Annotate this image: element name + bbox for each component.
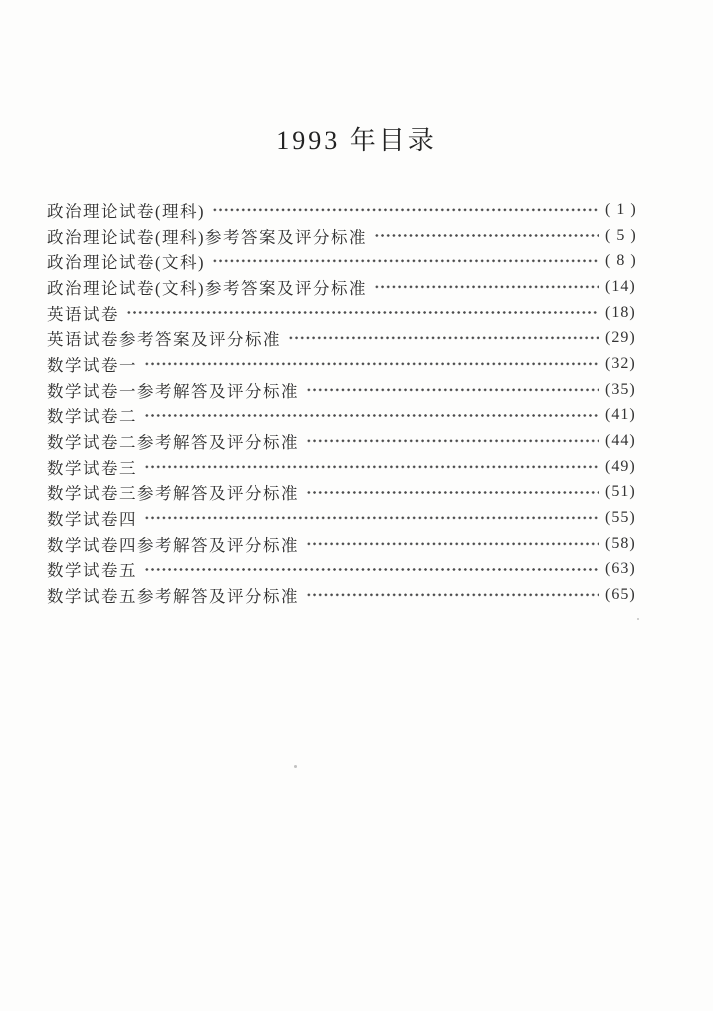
toc-entry-page: (65): [605, 586, 636, 604]
toc-entry-label: 数学试卷三参考解答及评分标准: [47, 484, 299, 504]
toc-entry: [47, 300, 655, 326]
toc-entry: [47, 531, 655, 557]
toc-entry: [47, 197, 655, 223]
dot-leader: [212, 248, 599, 274]
dot-leader: [144, 505, 599, 531]
scan-artifact-dot: [294, 765, 297, 768]
dot-leader: [374, 274, 599, 300]
toc-entry-label: 英语试卷: [47, 304, 119, 324]
dot-leader: [144, 351, 599, 377]
dot-leader: [126, 300, 599, 326]
dot-leader: [144, 403, 599, 429]
toc-entry-page: (35): [605, 380, 636, 398]
toc-entry: [47, 557, 655, 583]
toc-entry-page: (58): [605, 534, 636, 552]
toc-entry: [47, 505, 655, 531]
toc-entry-page: (18): [605, 303, 636, 321]
toc-entry: [47, 325, 655, 351]
dot-leader: [306, 428, 599, 454]
dot-leader: [288, 325, 599, 351]
toc-entry-label: 政治理论试卷(理科)参考答案及评分标准: [47, 227, 367, 247]
dot-leader: [306, 582, 599, 608]
toc-entry: [47, 454, 655, 480]
toc-entry-label: 数学试卷二参考解答及评分标准: [47, 433, 299, 453]
toc-list: [47, 197, 655, 608]
page-title: 1993 年目录: [276, 126, 437, 155]
toc-entry-label: 数学试卷二: [47, 407, 137, 427]
toc-entry-label: 政治理论试卷(文科): [47, 253, 205, 273]
dot-leader: [306, 480, 599, 506]
toc-entry: [47, 223, 655, 249]
dot-leader: [144, 557, 599, 583]
toc-entry: [47, 351, 655, 377]
dot-leader: [306, 377, 599, 403]
toc-entry-page: (14): [605, 277, 636, 295]
toc-entry-label: 数学试卷一参考解答及评分标准: [47, 381, 299, 401]
toc-entry-page: (63): [605, 560, 636, 578]
toc-entry: [47, 377, 655, 403]
toc-entry: [47, 582, 655, 608]
toc-entry-page: (51): [605, 483, 636, 501]
toc-entry-label: 数学试卷四参考解答及评分标准: [47, 535, 299, 555]
toc-entry-page: ( 1 ): [605, 200, 637, 218]
toc-entry-label: 数学试卷四: [47, 510, 137, 530]
toc-entry-page: (49): [605, 457, 636, 475]
toc-entry-page: (41): [605, 406, 636, 424]
toc-entry: [47, 274, 655, 300]
dot-leader: [212, 197, 599, 223]
toc-entry-label: 政治理论试卷(文科)参考答案及评分标准: [47, 278, 367, 298]
toc-entry-label: 政治理论试卷(理科): [47, 201, 205, 221]
toc-entry-label: 数学试卷一: [47, 355, 137, 375]
toc-entry-label: 数学试卷五参考解答及评分标准: [47, 587, 299, 607]
toc-entry: [47, 480, 655, 506]
toc-entry-label: 数学试卷五: [47, 561, 137, 581]
toc-entry-page: ( 8 ): [605, 252, 637, 270]
toc-entry-label: 英语试卷参考答案及评分标准: [47, 330, 281, 350]
toc-entry-label: 数学试卷三: [47, 458, 137, 478]
dot-leader: [306, 531, 599, 557]
dot-leader: [144, 454, 599, 480]
toc-entry: [47, 248, 655, 274]
dot-leader: [374, 223, 599, 249]
toc-entry-page: (29): [605, 329, 636, 347]
toc-entry: [47, 428, 655, 454]
toc-entry-page: (32): [605, 354, 636, 372]
toc-entry-page: (44): [605, 432, 636, 450]
toc-entry: [47, 403, 655, 429]
scan-artifact-dot: [637, 618, 639, 620]
toc-entry-page: ( 5 ): [605, 226, 637, 244]
toc-entry-page: (55): [605, 509, 636, 527]
